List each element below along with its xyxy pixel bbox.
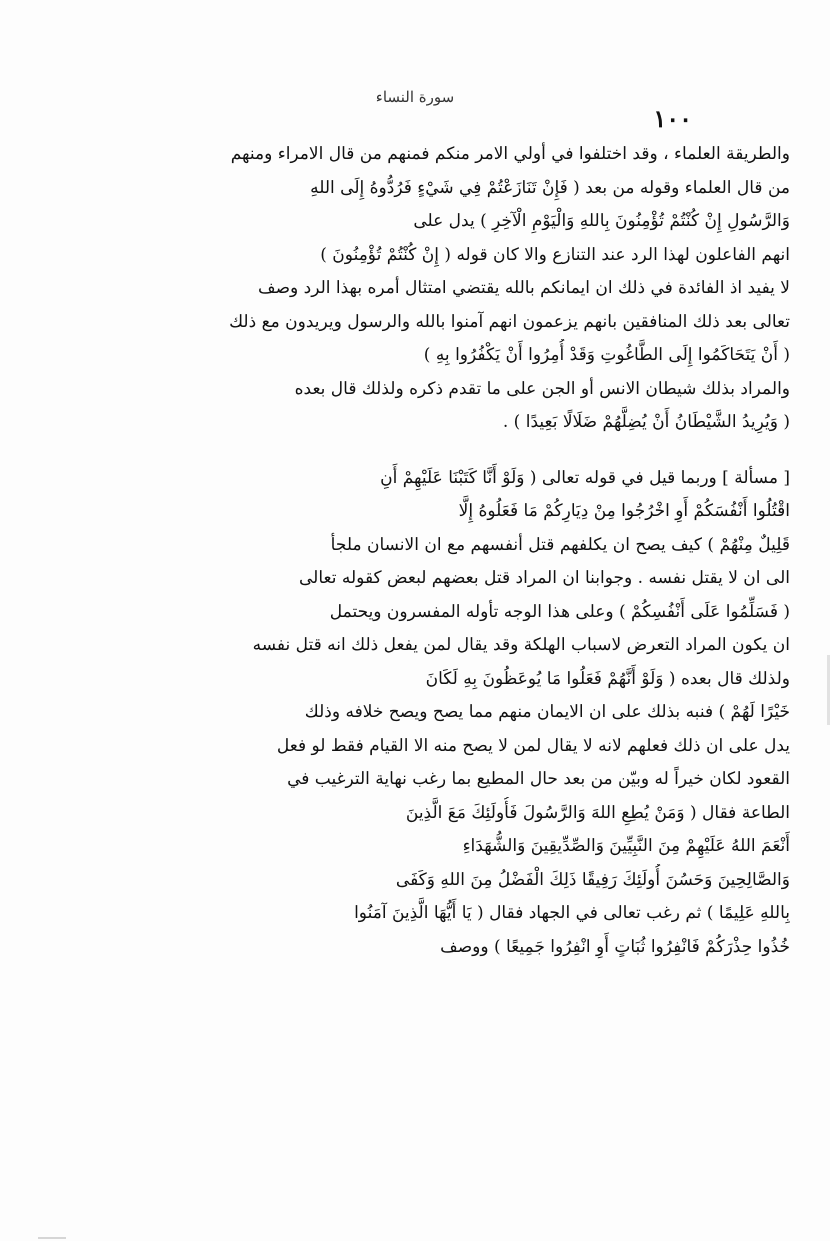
text-line: لا يفيد اذ الفائدة في ذلك ان ايمانكم بالله يقتضي امتثال أمره بهذا الرد وصف	[258, 278, 790, 298]
text-line: خُذُوا حِذْرَكُمْ فَانْفِرُوا ثُبَاتٍ أَوِ انْفِرُوا جَمِيعًا ) ووصف	[440, 936, 790, 957]
text-line: وَالرَّسُولِ إِنْ كُنْتُمْ تُؤْمِنُونَ بِاللهِ وَالْيَوْمِ الْآخِرِ ) يدل على	[413, 211, 790, 231]
running-head: سورة النساء	[375, 88, 455, 106]
scan-bottom-mark	[38, 1237, 66, 1239]
paragraph-2	[48, 462, 790, 965]
text-line: والطريقة العلماء ، وقد اختلفوا في أولي الامر منكم فمنهم من قال الامراء ومنهم	[230, 144, 790, 164]
page-number: ١٠٠	[653, 104, 692, 133]
text-line: ( أَنْ يَتَحَاكَمُوا إِلَى الطَّاغُوتِ وَقَدْ أُمِرُوا أَنْ يَكْفُرُوا بِهِ )	[423, 345, 790, 365]
text-line: ان يكون المراد التعرض لاسباب الهلكة وقد يقال لمن يفعل ذلك انه قتل نفسه	[252, 635, 790, 655]
text-line: الى ان لا يقتل نفسه . وجوابنا ان المراد قتل بعضهم لبعض كقوله تعالى	[299, 568, 790, 588]
text-line: قَلِيلٌ مِنْهُمْ ) كيف يصح ان يكلفهم قتل أنفسهم مع ان الانسان ملجأ	[330, 534, 790, 555]
text-line: ولذلك قال بعده ( وَلَوْ أَنَّهُمْ فَعَلُوا مَا يُوعَظُونَ بِهِ لَكَانَ	[425, 668, 790, 689]
text-line: وَالصَّالِحِينَ وَحَسُنَ أُولَئِكَ رَفِيقًا ذَلِكَ الْفَضْلُ مِنَ اللهِ وَكَفَى	[395, 869, 790, 890]
text-line: أَنْعَمَ اللهُ عَلَيْهِمْ مِنَ النَّبِيِّينَ وَالصِّدِّيقِينَ وَالشُّهَدَاءِ	[462, 836, 790, 856]
text-line: يدل على ان ذلك فعلهم لانه لا يقال لمن لا يصح منه الا القيام فقط لو فعل	[276, 735, 790, 756]
text-line: [ مسألة ] وربما قيل في قوله تعالى ( وَلَوْ أَنَّا كَتَبْنَا عَلَيْهِمْ أَنِ	[380, 467, 790, 488]
text-line: من قال العلماء وقوله من بعد ( فَإِنْ تَنَازَعْتُمْ فِي شَيْءٍ فَرُدُّوهُ إِلَى اللهِ	[310, 177, 790, 198]
paragraph-gap	[48, 440, 790, 462]
text-line: ( فَسَلِّمُوا عَلَى أَنْفُسِكُمْ ) وعلى هذا الوجه تأوله المفسرون ويحتمل	[329, 601, 790, 622]
text-line: الطاعة فقال ( وَمَنْ يُطِعِ اللهَ وَالرَّسُولَ فَأُولَئِكَ مَعَ الَّذِينَ	[405, 802, 790, 823]
page-body	[48, 138, 790, 964]
paragraph-1	[48, 138, 790, 440]
text-line: انهم الفاعلون لهذا الرد عند التنازع والا كان قوله ( إِنْ كُنْتُمْ تُؤْمِنُونَ )	[320, 244, 790, 265]
text-line: خَيْرًا لَهُمْ ) فنبه بذلك على ان الايمان منهم مما يصح ويصح خلافه وذلك	[304, 702, 790, 722]
text-line: بِاللهِ عَلِيمًا ) ثم رغب تعالى في الجهاد فقال ( يَا أَيُّهَا الَّذِينَ آمَنُوا	[354, 903, 790, 923]
text-line: القعود لكان خيراً له وبيّن من بعد حال المطيع بما رغب نهاية الترغيب في	[287, 769, 790, 789]
text-line: تعالى بعد ذلك المنافقين بانهم يزعمون انهم آمنوا بالله والرسول ويريدون مع ذلك	[229, 311, 790, 332]
text-line: والمراد بذلك شيطان الانس أو الجن على ما تقدم ذكره ولذلك قال بعده	[294, 378, 790, 399]
text-line: اقْتُلُوا أَنْفُسَكُمْ أَوِ اخْرُجُوا مِنْ دِيَارِكُمْ مَا فَعَلُوهُ إِلَّا	[458, 501, 790, 521]
text-line: ( وَيُرِيدُ الشَّيْطَانُ أَنْ يُضِلَّهُمْ ضَلَالًا بَعِيدًا ) .	[502, 412, 790, 432]
